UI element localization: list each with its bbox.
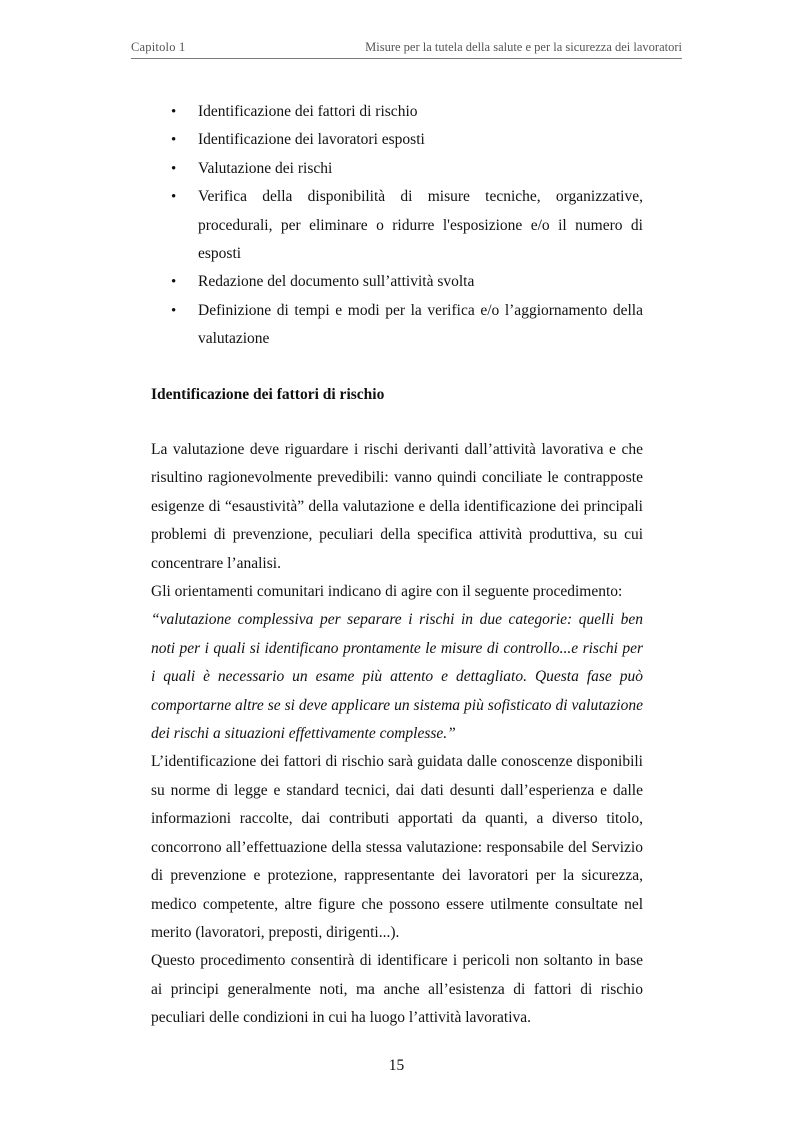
bullet-item (151, 155, 643, 183)
bullet-icon: • (171, 160, 177, 177)
bullet-icon: • (171, 132, 177, 149)
running-header (131, 40, 682, 59)
bullet-text: Definizione di tempi e modi per la verifica e/o l’aggiornamento della valutazione (198, 301, 643, 348)
bullet-icon: • (171, 104, 177, 120)
page-number: 15 (388, 1057, 405, 1074)
paragraph: L’identificazione dei fattori di rischio sarà guidata dalle conoscenze disponibili su norme di legge e standard tecnici, dai dati desunti dall’esperienza e dalle informazioni raccolte, dai contributi apportati da quanti, a diverso titolo, concorrono all’effettuazione della stessa valutazione: responsabile del Servizio di prevenzione e protezione, rappresentante dei lavoratori per la sicurezza, medico competente, altre figure che possono essere utilmente consultate nel merito (lavoratori, preposti, dirigenti...). (151, 753, 643, 941)
bullet-item (151, 268, 643, 296)
bullet-text: Redazione del documento sull’attività svolta (198, 273, 475, 291)
chapter-label: Capitolo 1 (131, 40, 186, 54)
bullet-icon: • (171, 189, 177, 206)
bullet-text: Valutazione dei rischi (198, 159, 333, 177)
running-section-title: Misure per la tutela della salute e per la sicurezza dei lavoratori (365, 40, 682, 54)
bullet-item (151, 98, 643, 126)
bullet-list (151, 98, 643, 354)
bullet-item (151, 126, 643, 154)
section-heading: Identificazione dei fattori di rischio (151, 386, 385, 403)
bullet-icon: • (171, 302, 177, 319)
quoted-paragraph: “valutazione complessiva per separare i rischi in due categorie: quelli ben noti per i quali si identificano prontamente le misure di controllo...e rischi per i quali è necessario un esame più attento e dettagliato. Questa fase può comportarne altre se si deve applicare un sistema più sofisticato di valutazione dei rischi a situazioni effettivamente complesse.” (151, 611, 643, 743)
paragraph: Gli orientamenti comunitari indicano di agire con il seguente procedimento: (151, 583, 623, 601)
bullet-text: Verifica della disponibilità di misure tecniche, organizzative, procedurali, per eliminare o ridurre l'esposizione e/o il numero di esposti (198, 188, 643, 263)
bullet-text: Identificazione dei fattori di rischio (198, 103, 418, 120)
paragraph: Questo procedimento consentirà di identificare i pericoli non soltanto in base ai principi generalmente noti, ma anche all’esistenza di fattori di rischio peculiari delle condizioni in cui ha luogo l’attività lavorativa. (151, 952, 643, 1027)
paragraph: La valutazione deve riguardare i rischi derivanti dall’attività lavorativa e che risultino ragionevolmente prevedibili: vanno quindi conciliate le contrapposte esigenze di “esaustività” della valutazione e della identificazione dei principali problemi di prevenzione, peculiari della specifica attività produttiva, su cui concentrare l’analisi. (151, 441, 643, 572)
bullet-item (151, 297, 643, 354)
bullet-text: Identificazione dei lavoratori esposti (198, 131, 425, 149)
body-text (151, 436, 643, 1033)
bullet-icon: • (171, 274, 177, 291)
bullet-item (151, 183, 643, 268)
